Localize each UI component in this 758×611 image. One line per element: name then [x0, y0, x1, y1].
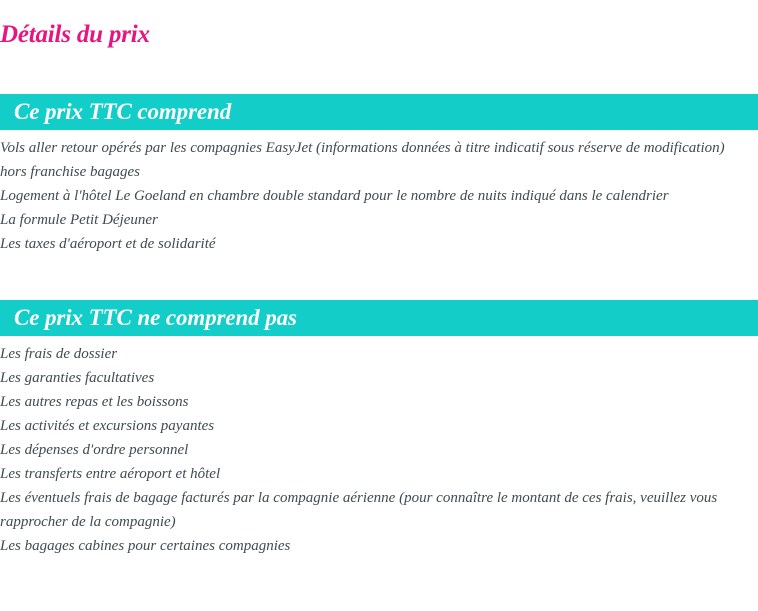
- list-item: Les garanties facultatives: [0, 370, 155, 386]
- list-item: Les transferts entre aéroport et hôtel: [0, 466, 221, 482]
- list-item: Les frais de dossier: [0, 346, 118, 362]
- list-item: Les autres repas et les boissons: [0, 394, 189, 410]
- list-item: Les bagages cabines pour certaines compagnies: [0, 538, 291, 554]
- section-included-header: Ce prix TTC comprend: [0, 94, 758, 130]
- list-item: Logement à l'hôtel Le Goeland en chambre double standard pour le nombre de nuits indiqué dans le calendrier: [0, 188, 669, 204]
- section-included-list: [0, 130, 758, 256]
- list-item: Les dépenses d'ordre personnel: [0, 442, 189, 458]
- list-item: Vols aller retour opérés par les compagnies EasyJet (informations données à titre indicatif sous réserve de modification) hors franchise bagages: [0, 140, 725, 180]
- section-excluded-list: [0, 336, 758, 558]
- list-item: Les éventuels frais de bagage facturés par la compagnie aérienne (pour connaître le montant de ces frais, veuillez vous rapprocher de la compagnie): [0, 490, 718, 530]
- list-item: La formule Petit Déjeuner: [0, 212, 158, 228]
- section-excluded: [0, 300, 758, 558]
- section-excluded-header: Ce prix TTC ne comprend pas: [0, 300, 758, 336]
- section-included: [0, 94, 758, 256]
- list-item: Les taxes d'aéroport et de solidarité: [0, 236, 216, 252]
- list-item: Les activités et excursions payantes: [0, 418, 215, 434]
- page-title: Détails du prix: [0, 21, 150, 48]
